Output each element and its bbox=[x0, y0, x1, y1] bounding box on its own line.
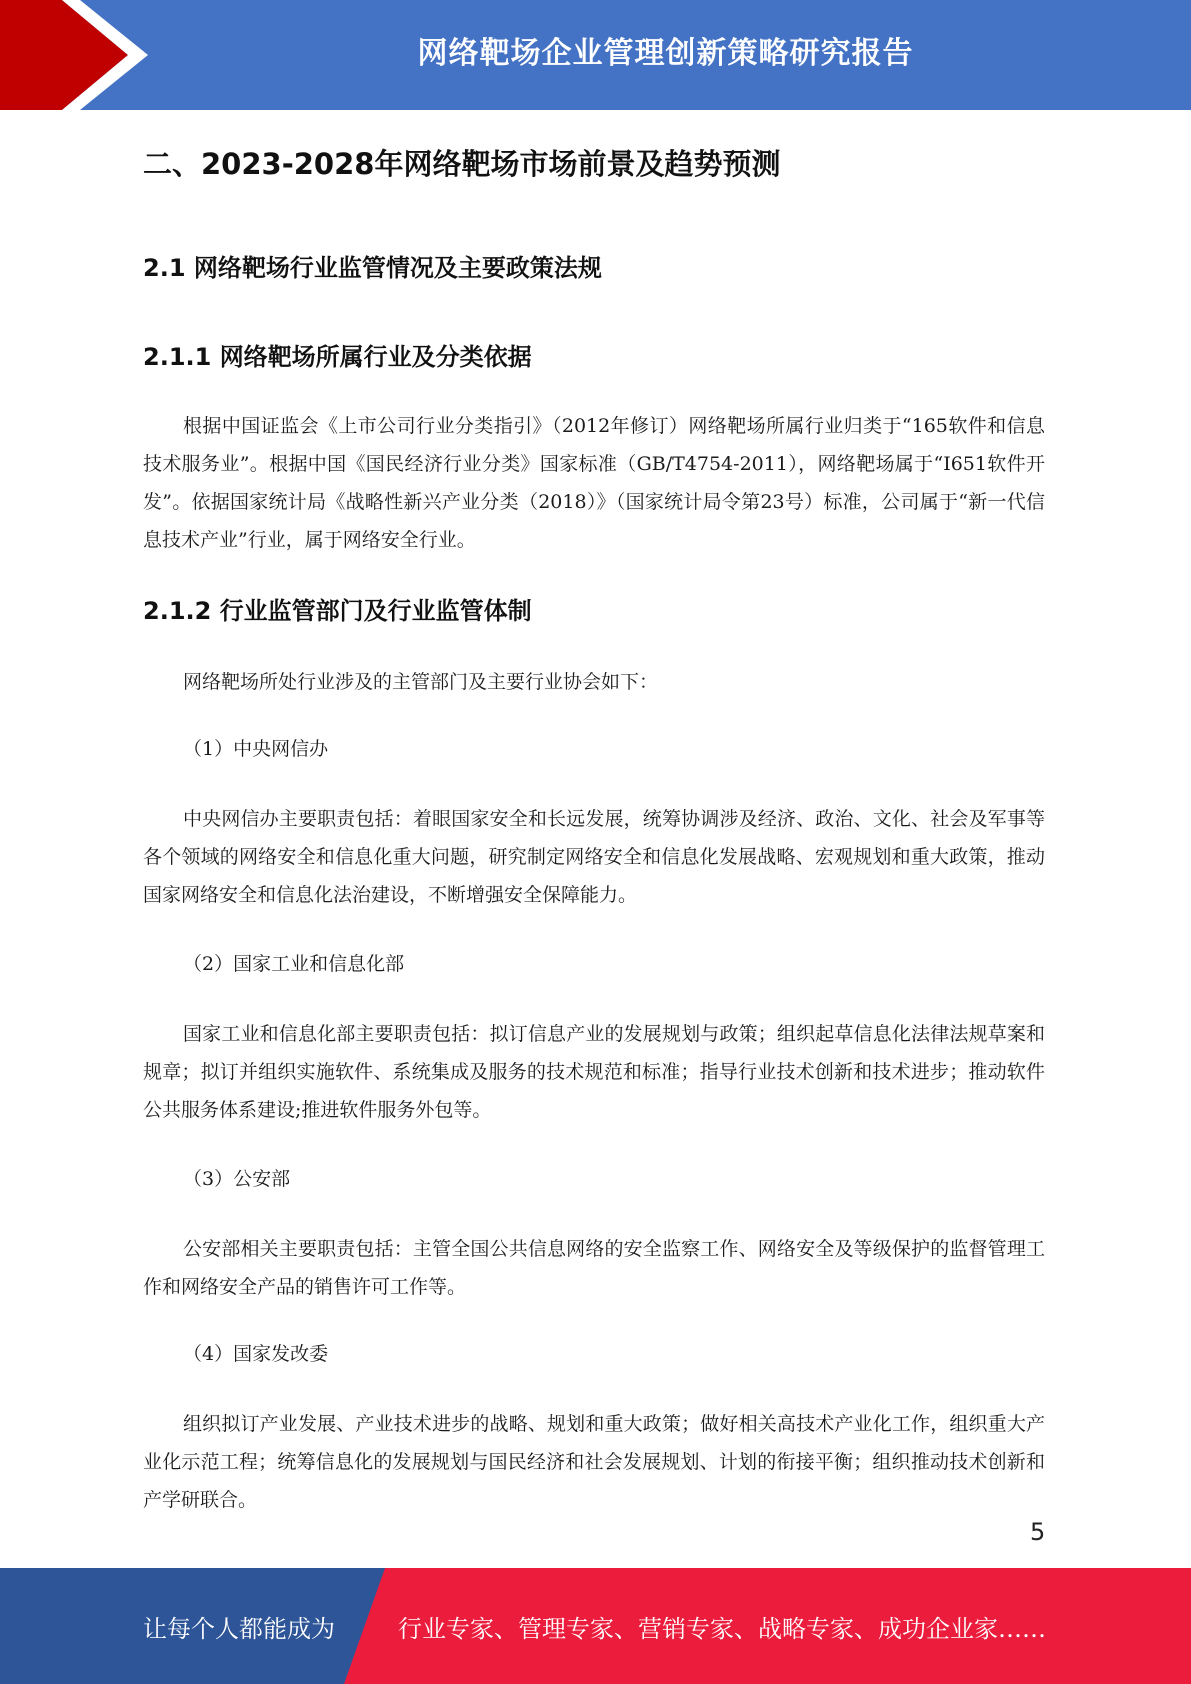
paragraph-industry-classification: 根据中国证监会《上市公司行业分类指引》（2012年修订）网络靶场所属行业归类于“165软件和信息技术服务业”。根据中国《国民经济行业分类》国家标准（GB/T4754-2011），网络靶场属于“I651软件开发”。依据国家统计局《战略性新兴产业分类（2018）》（国家统计局令第23号）标准，公司属于“新一代信息技术产业”行业，属于网络安全行业。 bbox=[143, 415, 1045, 551]
list-item-miit: （2）国家工业和信息化部 bbox=[183, 953, 405, 975]
paragraph-ndrc-duties: 组织拟订产业发展、产业技术进步的战略、规划和重大政策；做好相关高技术产业化工作，组织重大产业化示范工程；统筹信息化的发展规划与国民经济和社会发展规划、计划的衔接平衡；组织推动技术创新和产学研联合。 bbox=[143, 1413, 1045, 1511]
list-item-cac: （1）中央网信办 bbox=[183, 738, 329, 760]
paragraph-miit-duties: 国家工业和信息化部主要职责包括：拟订信息产业的发展规划与政策；组织起草信息化法律法规草案和规章；拟订并组织实施软件、系统集成及服务的技术规范和标准；指导行业技术创新和技术进步；推动软件公共服务体系建设;推进软件服务外包等。 bbox=[143, 1023, 1045, 1121]
list-item-mps: （3）公安部 bbox=[183, 1168, 291, 1190]
paragraph-mps-duties: 公安部相关主要职责包括：主管全国公共信息网络的安全监察工作、网络安全及等级保护的监督管理工作和网络安全产品的销售许可工作等。 bbox=[143, 1238, 1045, 1298]
footer-slogan-left: 让每个人都能成为 bbox=[143, 1614, 335, 1643]
page-footer bbox=[0, 1568, 1191, 1684]
chapter-heading: 二、2023-2028年网络靶场市场前景及趋势预测 bbox=[143, 147, 781, 181]
page-header bbox=[0, 0, 1191, 110]
footer-slogan-right: 行业专家、管理专家、营销专家、战略专家、成功企业家…… bbox=[398, 1614, 1046, 1643]
paragraph-authorities-intro: 网络靶场所处行业涉及的主管部门及主要行业协会如下： bbox=[183, 671, 659, 693]
list-item-ndrc: （4）国家发改委 bbox=[183, 1343, 329, 1365]
header-title: 网络靶场企业管理创新策略研究报告 bbox=[417, 36, 914, 71]
header-arrow-decoration bbox=[0, 0, 160, 110]
paragraph-cac-duties: 中央网信办主要职责包括：着眼国家安全和长远发展，统筹协调涉及经济、政治、文化、社会及军事等各个领域的网络安全和信息化重大问题，研究制定网络安全和信息化发展战略、宏观规划和重大政策，推动国家网络安全和信息化法治建设，不断增强安全保障能力。 bbox=[143, 808, 1045, 906]
section-heading-2-1: 2.1 网络靶场行业监管情况及主要政策法规 bbox=[143, 254, 602, 282]
subsection-heading-2-1-1: 2.1.1 网络靶场所属行业及分类依据 bbox=[143, 343, 532, 371]
page-number: 5 bbox=[1030, 1518, 1046, 1546]
subsection-heading-2-1-2: 2.1.2 行业监管部门及行业监管体制 bbox=[143, 597, 532, 625]
